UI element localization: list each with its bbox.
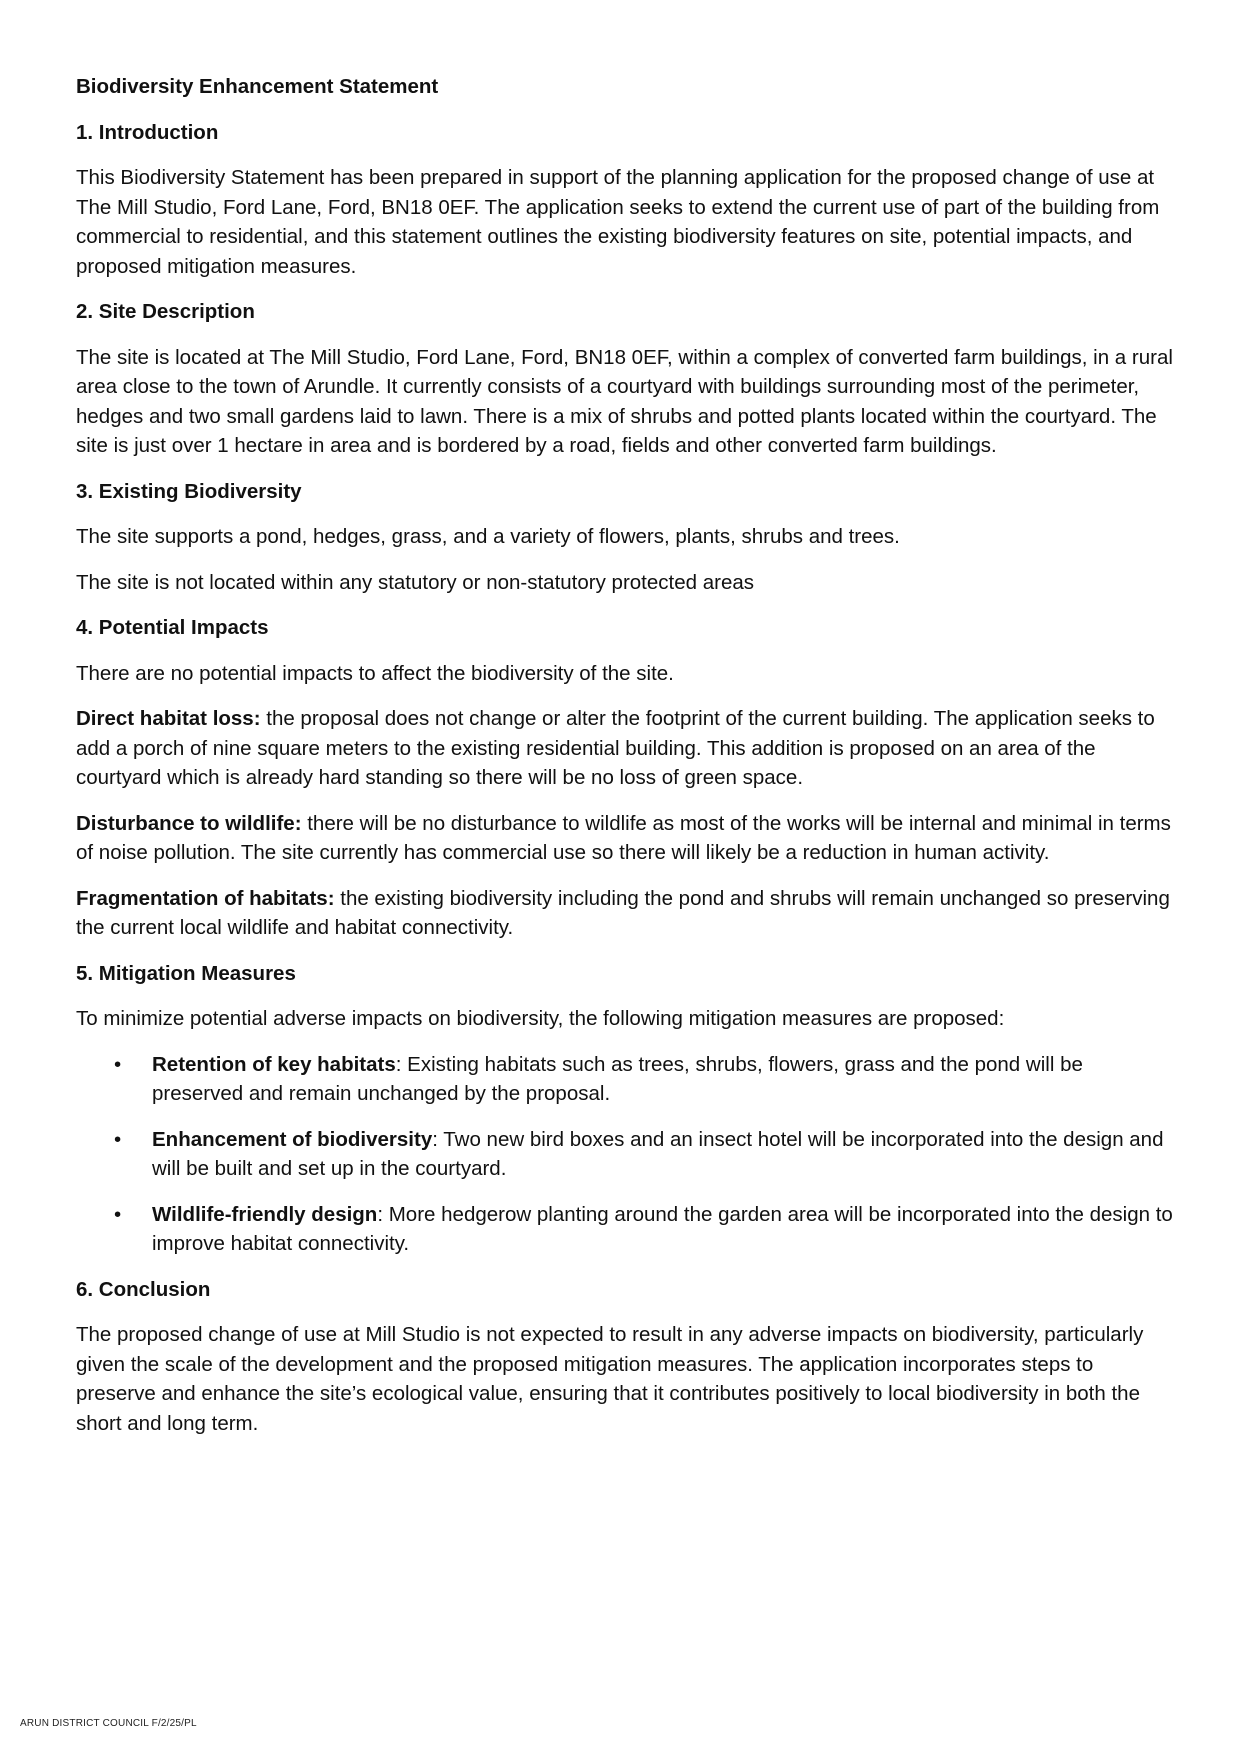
section-heading-site-description: 2. Site Description bbox=[76, 300, 255, 323]
bullet-text: : Two new bird boxes and an insect hotel will be incorporated into the design and will be built and set up in the courtyard. bbox=[152, 1127, 1164, 1180]
mitigation-bullet-list bbox=[76, 1050, 1176, 1259]
bullet-icon: • bbox=[114, 1202, 122, 1226]
bullet-lead: Retention of key habitats bbox=[152, 1052, 396, 1076]
document-page bbox=[76, 72, 1176, 1454]
bullet-lead: Wildlife-friendly design bbox=[152, 1202, 378, 1226]
mitigation-bullet-retention bbox=[76, 1050, 1176, 1109]
impact-text: the existing biodiversity including the pond and shrubs will remain unchanged so preserving the current local wildlife and habitat connectivity. bbox=[76, 886, 1170, 939]
potential-impacts-paragraph: There are no potential impacts to affect the biodiversity of the site. bbox=[76, 661, 674, 685]
section-heading-conclusion: 6. Conclusion bbox=[76, 1277, 211, 1301]
impact-text: the proposal does not change or alter the footprint of the current building. The application seeks to add a porch of nine square meters to the existing residential building. This addition is proposed on an area of the courtyard which is already hard standing so there will be no loss of green space. bbox=[76, 707, 1155, 789]
section-heading-introduction: 1. Introduction bbox=[76, 120, 219, 144]
section-heading-potential-impacts: 4. Potential Impacts bbox=[76, 616, 269, 639]
existing-biodiversity-paragraph-2: The site is not located within any statutory or non-statutory protected areas bbox=[76, 570, 754, 594]
bullet-icon: • bbox=[114, 1052, 122, 1076]
mitigation-bullet-wildlife-design bbox=[76, 1200, 1176, 1259]
mitigation-paragraph: To minimize potential adverse impacts on biodiversity, the following mitigation measures are proposed: bbox=[76, 1007, 1005, 1030]
bullet-icon: • bbox=[114, 1127, 122, 1151]
impact-lead: Direct habitat loss: bbox=[76, 707, 261, 730]
conclusion-paragraph: The proposed change of use at Mill Studio is not expected to result in any adverse impacts on biodiversity, particularly given the scale of the development and the proposed mitigation measures. The application incorporates steps to preserve and enhance the site’s ecological value, ensuring that it contributes positively to local biodiversity in both the short and long term. bbox=[76, 1323, 1144, 1435]
impact-lead: Fragmentation of habitats: bbox=[76, 886, 335, 910]
document-title: Biodiversity Enhancement Statement bbox=[76, 75, 439, 98]
introduction-paragraph: This Biodiversity Statement has been prepared in support of the planning application for the proposed change of use at The Mill Studio, Ford Lane, Ford, BN18 0EF. The application seeks to extend the current use of part of the building from commercial to residential, and this statement outlines the existing biodiversity features on site, potential impacts, and proposed mitigation measures. bbox=[76, 166, 1160, 278]
site-description-paragraph: The site is located at The Mill Studio, Ford Lane, Ford, BN18 0EF, within a complex of converted farm buildings, in a rural area close to the town of Arundle. It currently consists of a courtyard with buildings surrounding most of the perimeter, hedges and two small gardens laid to lawn. There is a mix of shrubs and potted plants located within the courtyard. The site is just over 1 hectare in area and is bordered by a road, fields and other converted farm buildings. bbox=[76, 345, 1173, 457]
mitigation-bullet-enhancement bbox=[76, 1125, 1176, 1184]
existing-biodiversity-paragraph-1: The site supports a pond, hedges, grass, and a variety of flowers, plants, shrubs and trees. bbox=[76, 525, 900, 548]
bullet-text: : More hedgerow planting around the garden area will be incorporated into the design to improve habitat connectivity. bbox=[152, 1202, 1173, 1255]
impact-lead: Disturbance to wildlife: bbox=[76, 811, 302, 835]
section-heading-mitigation-measures: 5. Mitigation Measures bbox=[76, 961, 296, 985]
bullet-lead: Enhancement of biodiversity bbox=[152, 1127, 433, 1151]
footer-reference: ARUN DISTRICT COUNCIL F/2/25/PL bbox=[20, 1718, 197, 1729]
impact-text: there will be no disturbance to wildlife as most of the works will be internal and minimal in terms of noise pollution. The site currently has commercial use so there will likely be a reduction in human activity. bbox=[76, 811, 1171, 864]
impact-disturbance-to-wildlife bbox=[76, 809, 1176, 868]
impact-fragmentation-of-habitats bbox=[76, 884, 1176, 943]
section-heading-existing-biodiversity: 3. Existing Biodiversity bbox=[76, 479, 302, 503]
bullet-text: : Existing habitats such as trees, shrubs, flowers, grass and the pond will be preserved and remain unchanged by the proposal. bbox=[152, 1052, 1083, 1105]
impact-direct-habitat-loss bbox=[76, 704, 1176, 793]
